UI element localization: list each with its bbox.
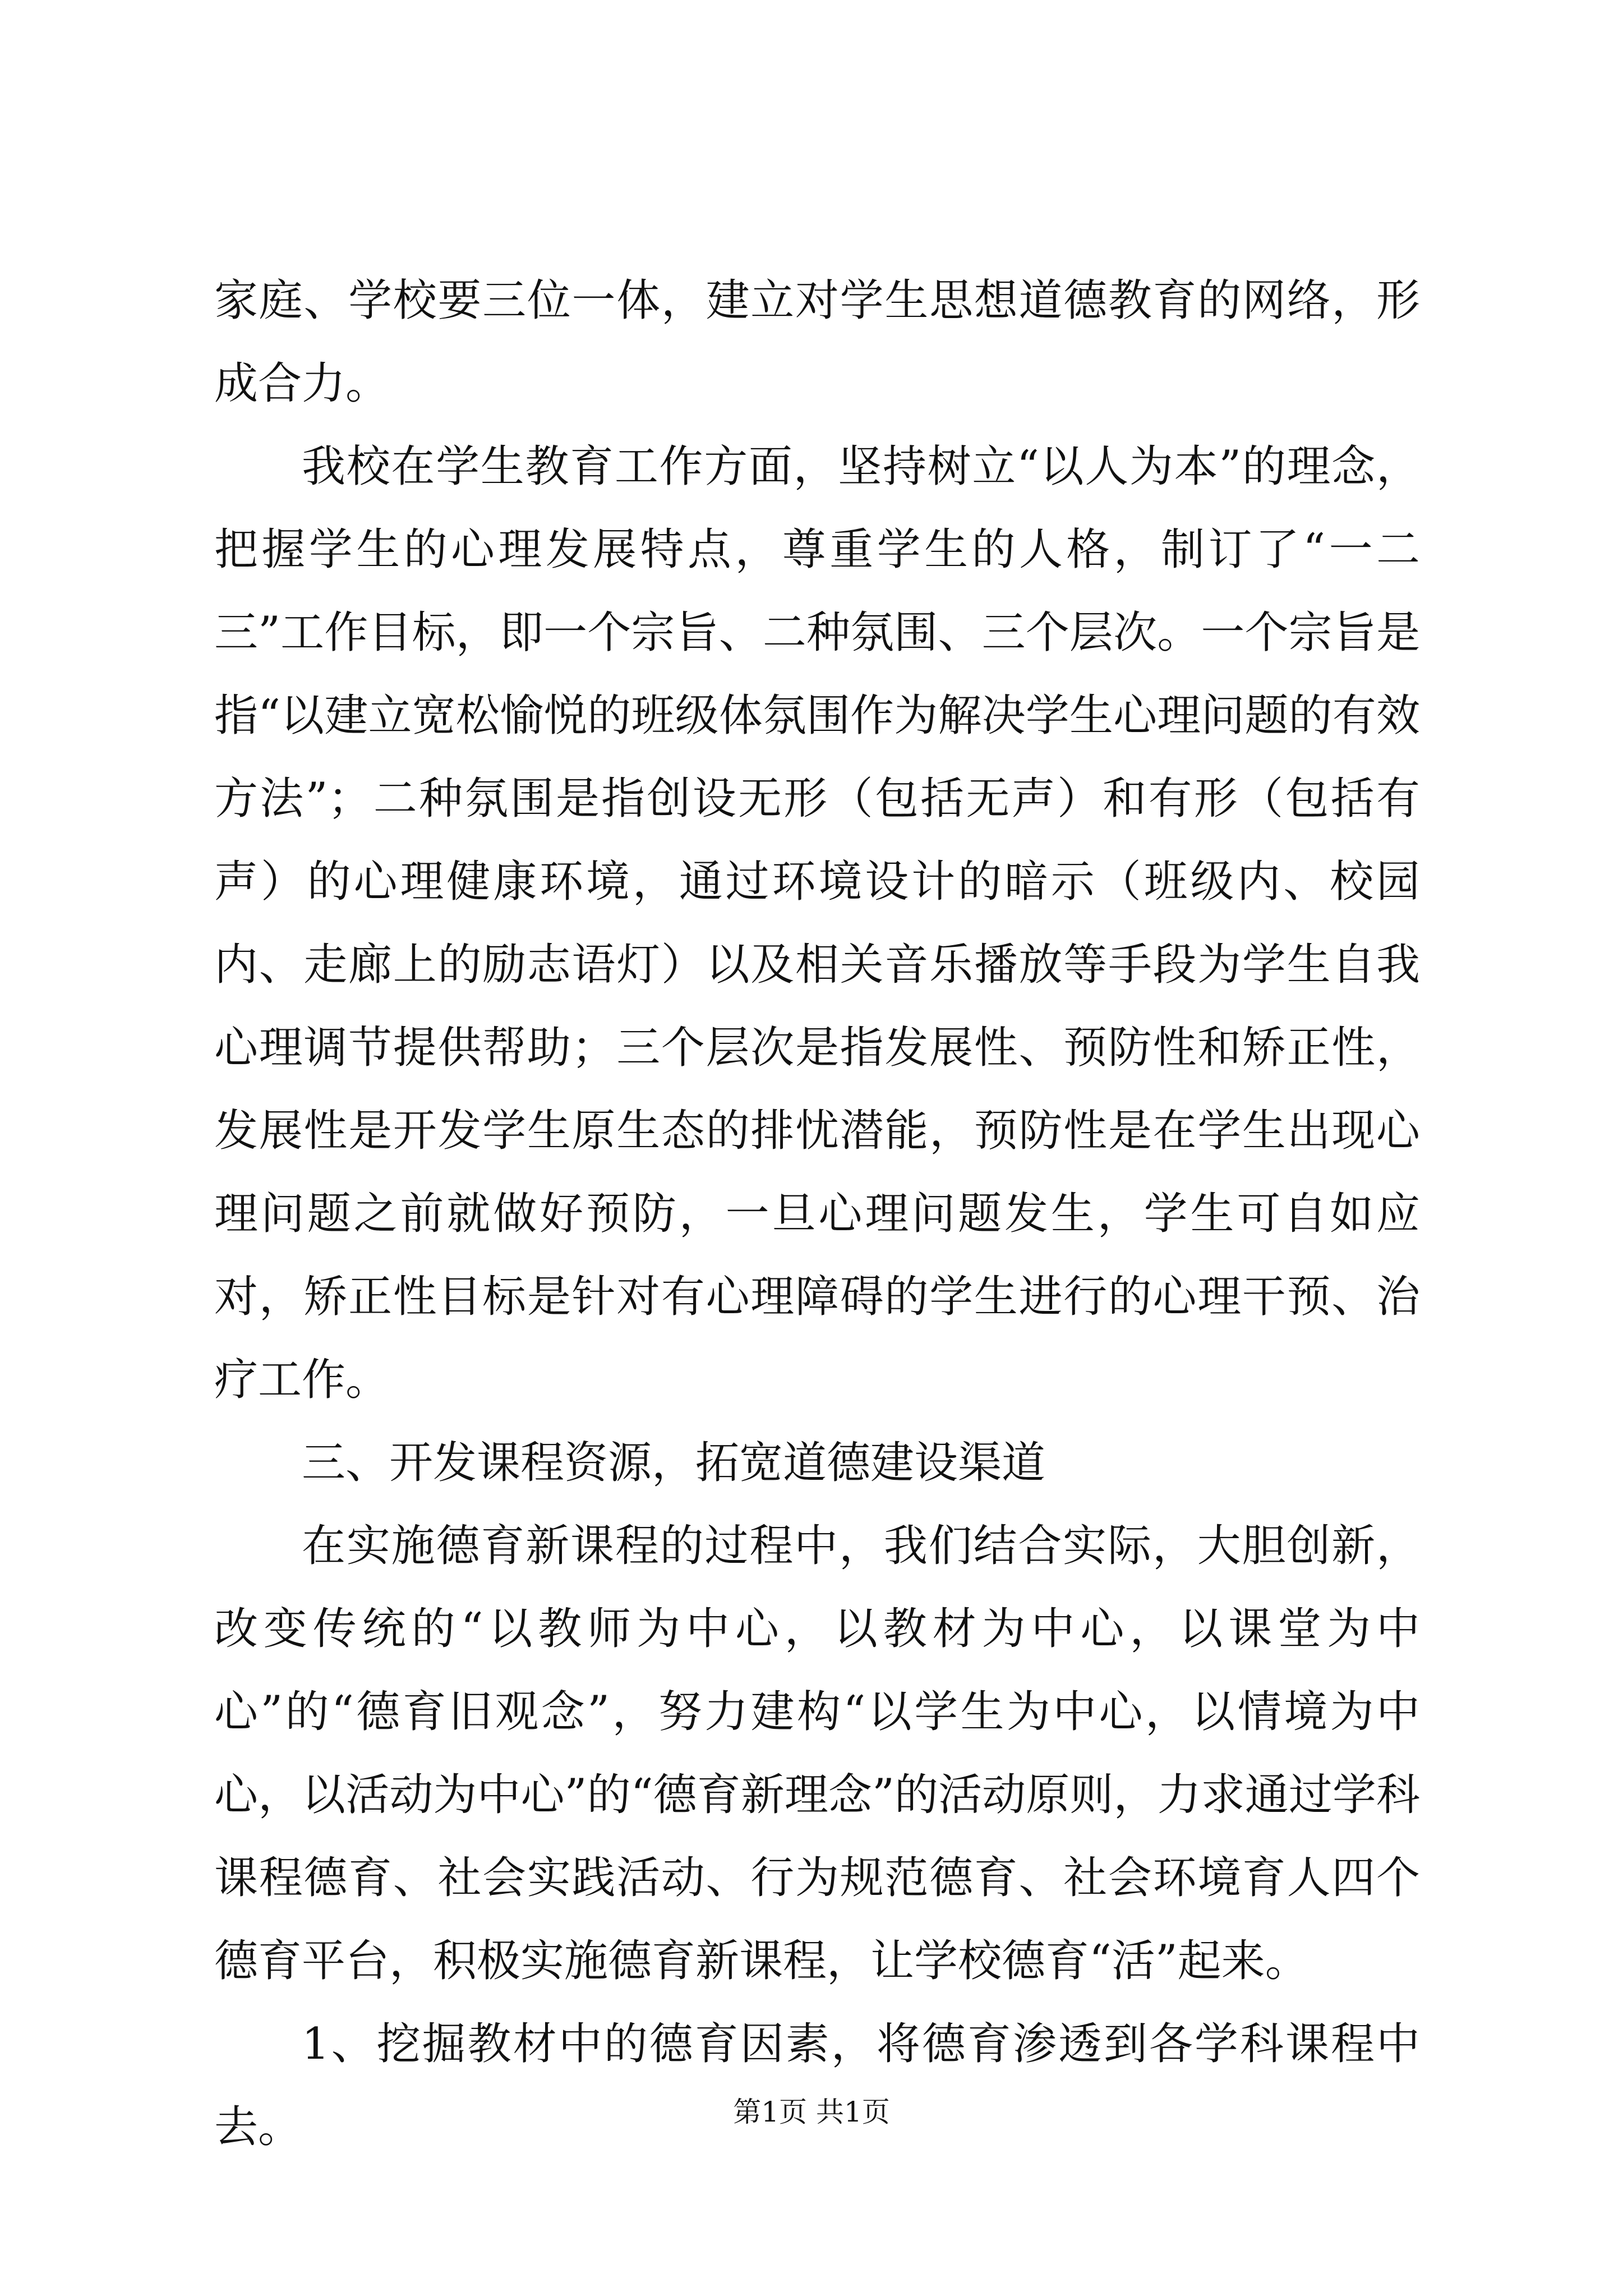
page-footer: 第1页 共1页 [733, 2096, 890, 2128]
paragraph-item-1: 1、挖掘教材中的德育因素，将德育渗透到各学科课程中去。 [214, 2019, 1420, 2152]
paragraph-curriculum: 在实施德育新课程的过程中，我们结合实际，大胆创新，改变传统的“以教师为中心，以教材为中心，以课堂为中心”的“德育旧观念”，努力建构“以学生为中心，以情境为中心，以活动为中心”的“德育新理念”的活动原则，力求通过学科课程德育、社会实践活动、行为规范德育、社会环境育人四个德育平台，积极实施德育新课程，让学校德育“活”起来。 [214, 1521, 1420, 1986]
document-body [214, 259, 1420, 2169]
paragraph-continuation: 家庭、学校要三位一体，建立对学生思想道德教育的网络，形成合力。 [214, 275, 1420, 409]
section-heading: 三、开发课程资源，拓宽道德建设渠道 [302, 1438, 1046, 1488]
paragraph-student-education: 我校在学生教育工作方面，坚持树立“以人为本”的理念，把握学生的心理发展特点，尊重学生的人格，制订了“一二三”工作目标，即一个宗旨、二种氛围、三个层次。一个宗旨是指“以建立宽松愉悦的班级体氛围作为解决学生心理问题的有效方法”；二种氛围是指创设无形（包括无声）和有形（包括有声）的心理健康环境，通过环境设计的暗示（班级内、校园内、走廊上的励志语灯）以及相关音乐播放等手段为学生自我心理调节提供帮助；三个层次是指发展性、预防性和矫正性，发展性是开发学生原生态的排忧潜能，预防性是在学生出现心理问题之前就做好预防，一旦心理问题发生，学生可自如应对，矫正性目标是针对有心理障碍的学生进行的心理干预、治疗工作。 [214, 441, 1420, 1405]
